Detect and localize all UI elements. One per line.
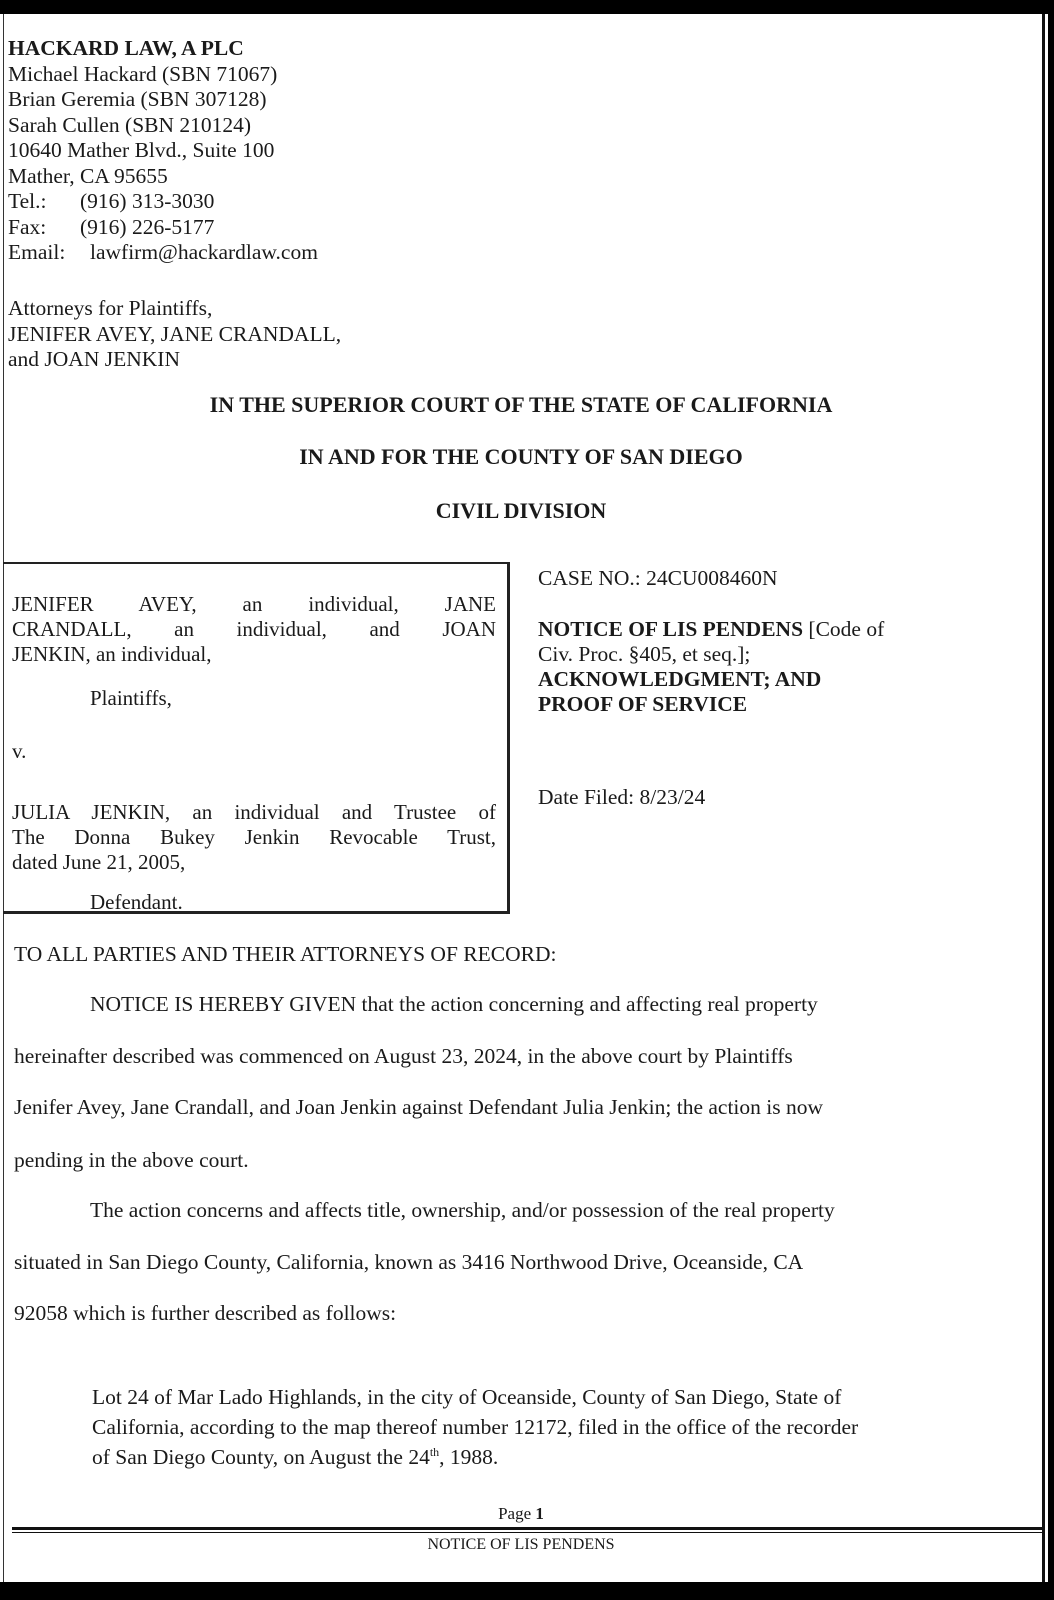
attorney-line: Michael Hackard (SBN 71067) [8, 61, 278, 86]
defendants-line: dated June 21, 2005, [12, 850, 186, 874]
document-page [0, 14, 1048, 1582]
document-title-line-3: ACKNOWLEDGMENT; AND [538, 667, 822, 691]
plaintiffs-line: CRANDALL, an individual, and JOAN [12, 617, 496, 641]
legal-description-line: Lot 24 of Mar Lado Highlands, in the city of Oceanside, County of San Diego, State of [92, 1385, 842, 1409]
footer-rule-thin [12, 1532, 1042, 1533]
spacer [538, 591, 884, 617]
fax-number: (916) 226-5177 [80, 214, 215, 239]
page-label: Page [498, 1504, 532, 1523]
paragraph-line: 92058 which is further described as follows: [14, 1301, 397, 1325]
code-citation: [Code of [803, 617, 885, 641]
attorneys-for-line: JENIFER AVEY, JANE CRANDALL, [8, 321, 342, 346]
right-margin-line [1042, 14, 1045, 1582]
firm-name: HACKARD LAW, A PLC [8, 36, 244, 60]
plaintiffs-label: Plaintiffs, [90, 686, 172, 710]
page-number [0, 1504, 1042, 1524]
versus-label: v. [12, 739, 27, 763]
attorneys-for-line: and JOAN JENKIN [8, 347, 180, 371]
county-title: IN AND FOR THE COUNTY OF SAN DIEGO [299, 444, 743, 469]
page-number-value: 1 [535, 1504, 544, 1523]
legal-description-line [92, 1445, 498, 1470]
address-line: Mather, CA 95655 [8, 163, 168, 188]
attorney-line: Sarah Cullen (SBN 210124) [8, 112, 252, 137]
fax-label: Fax: [8, 214, 47, 239]
legal-text: , 1988. [439, 1445, 499, 1470]
tel-number: (916) 313-3030 [80, 189, 215, 213]
salutation: TO ALL PARTIES AND THEIR ATTORNEYS OF RECORD: [14, 942, 557, 966]
legal-description-line: California, according to the map thereof number 12172, filed in the office of the recorder [92, 1415, 859, 1439]
fax-line [8, 215, 318, 241]
paragraph-line: NOTICE IS HEREBY GIVEN that the action concerning and affecting real property [90, 992, 818, 1016]
paragraph-line: Jenifer Avey, Jane Crandall, and Joan Jenkin against Defendant Julia Jenkin; the action is now [14, 1095, 824, 1119]
footer-title: NOTICE OF LIS PENDENS [427, 1536, 615, 1553]
telephone-line [8, 189, 318, 215]
paragraph-line: hereinafter described was commenced on August 23, 2024, in the above court by Plaintiffs [14, 1044, 793, 1068]
code-citation-line: Civ. Proc. §405, et seq.]; [538, 642, 751, 666]
document-title-line-1 [538, 617, 884, 642]
date-filed: Date Filed: 8/23/24 [538, 785, 706, 809]
email-address: lawfirm@hackardlaw.com [90, 240, 318, 264]
division-title: CIVIL DIVISION [435, 498, 607, 523]
document-title-line-4: PROOF OF SERVICE [538, 692, 748, 716]
defendant-label: Defendant. [90, 890, 183, 914]
email-line [8, 240, 318, 266]
footer-rule [12, 1527, 1042, 1530]
legal-text: of San Diego County, on August the 24 [92, 1445, 430, 1470]
attorney-line: Brian Geremia (SBN 307128) [8, 87, 267, 111]
ordinal-suffix: th [429, 1445, 440, 1459]
court-title: IN THE SUPERIOR COURT OF THE STATE OF CALIFORNIA [209, 392, 833, 417]
defendants-line: JULIA JENKIN, an individual and Trustee of [12, 800, 496, 824]
plaintiffs-names [12, 592, 496, 642]
attorneys-for-block [8, 296, 341, 373]
email-label: Email: [8, 240, 66, 264]
defendants-line: The Donna Bukey Jenkin Revocable Trust, [12, 825, 496, 849]
defendants-names [12, 800, 496, 850]
plaintiffs-line: JENIFER AVEY, an individual, JANE [12, 592, 496, 616]
paragraph-line: pending in the above court. [14, 1148, 249, 1172]
attorney-header [8, 36, 318, 266]
paragraph-line: situated in San Diego County, California, known as 3416 Northwood Drive, Oceanside, CA [14, 1250, 804, 1274]
case-info [538, 566, 884, 717]
case-number: CASE NO.: 24CU008460N [538, 566, 778, 590]
attorneys-for-line: Attorneys for Plaintiffs, [8, 296, 213, 320]
plaintiffs-line: JENKIN, an individual, [12, 642, 212, 666]
address-line: 10640 Mather Blvd., Suite 100 [8, 138, 275, 162]
tel-label: Tel.: [8, 189, 47, 213]
paragraph-line: The action concerns and affects title, ownership, and/or possession of the real property [90, 1198, 835, 1222]
document-title: NOTICE OF LIS PENDENS [538, 617, 804, 641]
